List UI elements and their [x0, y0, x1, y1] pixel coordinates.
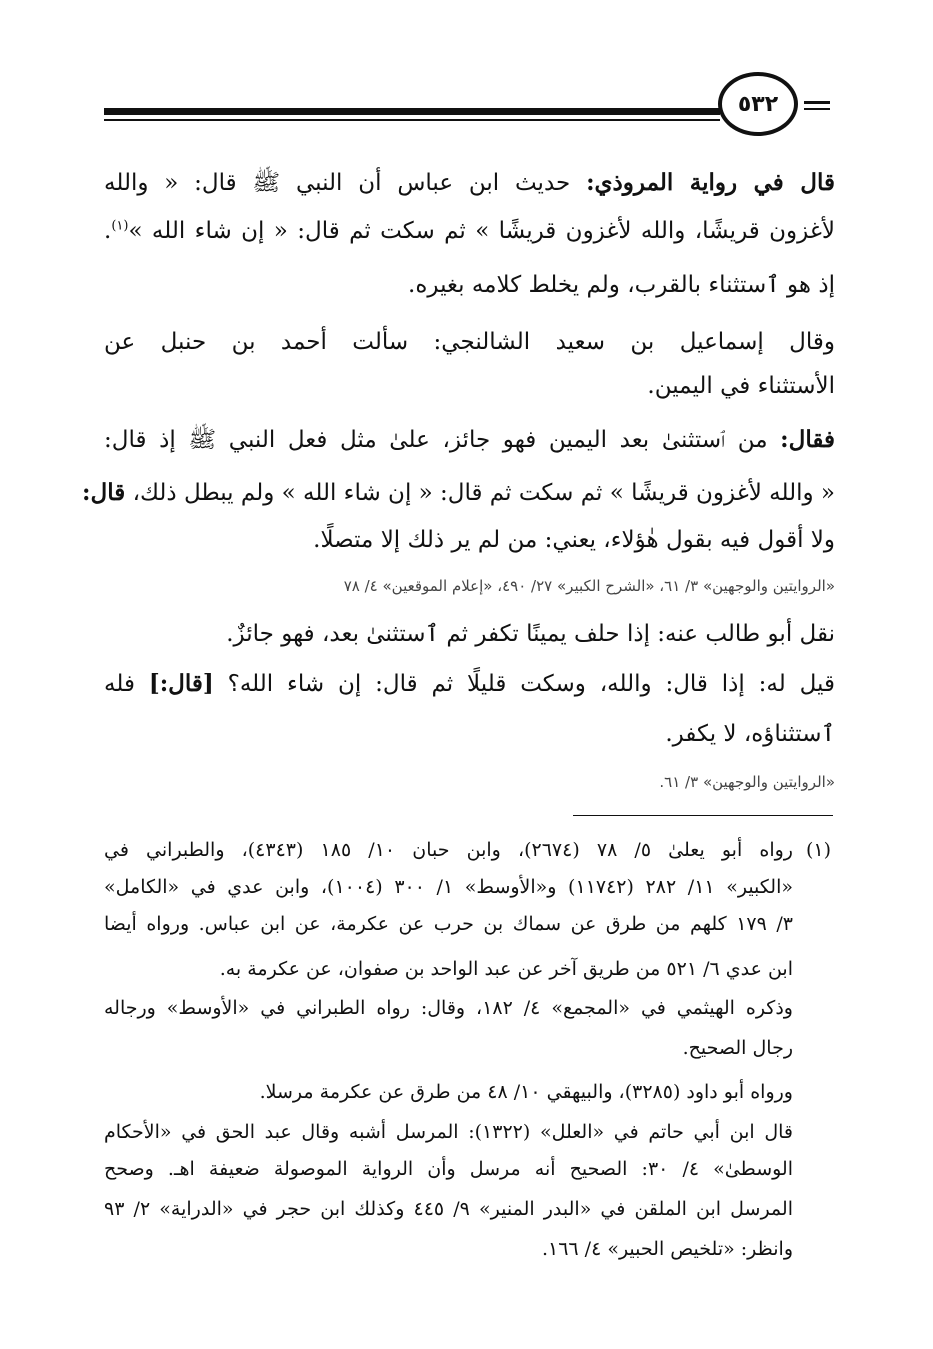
body-line-1 — [104, 163, 835, 203]
footnote-line: رجال الصحيح. — [682, 1037, 793, 1059]
body-line-4: وقال إسماعيل بن سعيد الشالنجي: سألت أحمد بن حنبل عن — [104, 329, 835, 355]
footnote-line: المرسل ابن الملقن في «البدر المنير» ٩/ ٤٤٥ وكذلك ابن حجر في «الدراية» ٢/ ٩٣ — [104, 1198, 793, 1220]
body-line-7 — [82, 473, 835, 513]
speaker-label: فقال: — [780, 426, 835, 453]
page-number: ٥٣٢ — [737, 91, 779, 117]
editor-insertion: [قال:] — [148, 670, 214, 697]
header-rule-thick — [104, 108, 720, 115]
body-line-10 — [104, 664, 835, 704]
footnote-line: ابن عدي ٦/ ٥٢١ من طريق آخر عن عبد الواحد بن صفوان، عن عكرمة به. — [219, 958, 793, 980]
body-line-9: نقل أبو طالب عنه: إذا حلف يمينًا تكفر ثم ٱستثنىٰ بعد، فهو جائزٌ. — [226, 621, 835, 647]
footnote-line: ٣/ ١٧٩ كلهم من طرق عن سماك بن حرب عن عكرمة، عن ابن عباس. ورواه أيضا — [104, 913, 793, 935]
footnote-reference: (١) — [111, 218, 129, 234]
body-text: لأغزون قريشًا، والله لأغزون قريشًا » ثم سكت ثم قال: « إن شاء الله » — [128, 218, 835, 244]
body-line-2 — [104, 211, 835, 251]
body-text: قيل له: إذا قال: والله، وسكت قليلًا ثم قال: إن شاء الله؟ — [213, 671, 835, 697]
body-text: « والله لأغزون قريشًا » ثم سكت ثم قال: « إن شاء الله » ولم يبطل ذلك، — [125, 480, 835, 506]
header-rule-right-a — [804, 101, 830, 104]
speaker-label: قال في رواية المروذي: — [586, 169, 836, 196]
footnote-line: الوسطىٰ» ٤/ ٣٠: الصحيح أنه مرسل وأن الرواية الموصولة ضعيفة اهـ. وصحح — [104, 1158, 793, 1180]
body-text: من ٱستثنىٰ بعد اليمين فهو جائز، علىٰ مثل فعل النبي ﷺ إذ قال: — [104, 427, 781, 453]
page-number-badge — [718, 72, 798, 136]
source-reference: «الروايتين والوجهين» ٣/ ٦١، «الشرح الكبير» ٢٧/ ٤٩٠، «إعلام الموقعين» ٤/ ٧٨ — [343, 577, 835, 595]
footnote-separator — [573, 815, 833, 816]
body-line-6 — [104, 420, 835, 460]
speaker-label: قال: — [82, 479, 126, 506]
footnote-line: وذكره الهيثمي في «المجمع» ٤/ ١٨٢، وقال: رواه الطبراني في «الأوسط» ورجاله — [104, 997, 793, 1019]
body-line-5: الأستثناء في اليمين. — [647, 373, 835, 399]
footnote-line: قال ابن أبي حاتم في «العلل» (١٣٢٢): المرسل أشبه وقال عبد الحق في «الأحكام — [104, 1121, 794, 1143]
source-reference: «الروايتين والوجهين» ٣/ ٦١. — [659, 773, 835, 791]
header-rule-right-b — [804, 108, 830, 110]
body-text: . — [104, 218, 112, 244]
footnote-marker: (١) — [806, 839, 832, 861]
footnote-line: رواه أبو يعلىٰ ٥/ ٧٨ (٢٦٧٤)، وابن حبان ١٠/ ١٨٥ (٤٣٤٣)، والطبراني في — [104, 839, 793, 861]
body-text: فله — [104, 671, 149, 697]
footnote-line: ورواه أبو داود (٣٢٨٥)، والبيهقي ١٠/ ٤٨ من طرق عن عكرمة مرسلا. — [259, 1081, 793, 1103]
body-line-11: ٱستثناؤه، لا يكفر. — [665, 721, 835, 747]
footnote-line: وانظر: «تلخيص الحبير» ٤/ ١٦٦. — [541, 1238, 793, 1260]
body-line-8: ولا أقول فيه بقول هٰؤلاء، يعني: من لم ير ذلك إلا متصلًا. — [313, 527, 835, 553]
footnote-line: «الكبير» ١١/ ٢٨٢ (١١٧٤٢) و«الأوسط» ١/ ٣٠٠ (١٠٠٤)، وابن عدي في «الكامل» — [104, 876, 793, 898]
header-rule-thin — [104, 119, 720, 121]
body-text: حديث ابن عباس أن النبي ﷺ قال: « والله — [104, 170, 587, 196]
body-line-3: إذ هو ٱستثناء بالقرب، ولم يخلط كلامه بغيره. — [408, 272, 835, 298]
